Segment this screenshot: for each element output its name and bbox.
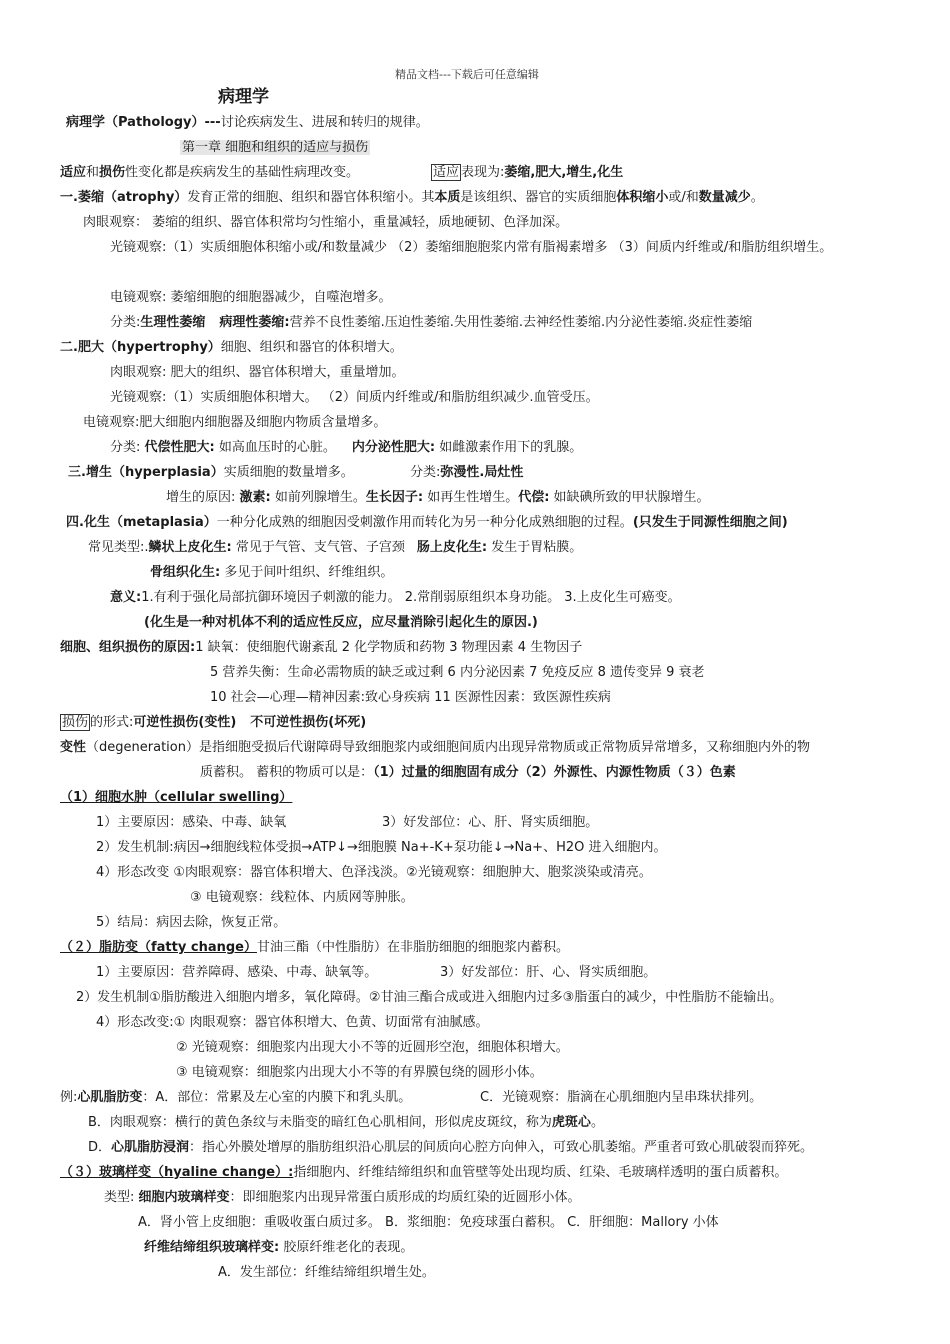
- heading-fatty-change: （２）脂肪变（fatty change）甘油三酯（中性脂肪）在非脂肪细胞的细胞浆内蓄积。: [60, 940, 569, 955]
- hypertrophy-electron-microscopy: 电镜观察:肥大细胞内细胞器及细胞内物质含量增多。: [83, 415, 387, 430]
- metaplasia-bone: 骨组织化生: 多见于间叶组织、纤维组织。: [150, 565, 394, 580]
- degeneration-substances: 质蓄积。 蓄积的物质可以是：（1）过量的细胞固有成分（2）外源性、内源性物质（３）色素: [200, 765, 736, 780]
- hyaline-connective-site: A．发生部位：纤维结缔组织增生处。: [218, 1265, 435, 1280]
- swelling-outcome: 5）结局：病因去除，恢复正常。: [96, 915, 287, 930]
- fatty-light: ② 光镜观察：细胞浆内出现大小不等的近圆形空泡，细胞体积增大。: [176, 1040, 569, 1055]
- heading-cellular-swelling: （1）细胞水肿（cellular swelling）: [60, 790, 293, 805]
- page-header: 精品文档---下载后可任意编辑: [395, 68, 539, 81]
- swelling-morphology: 4）形态改变 ①肉眼观察：器官体积增大、色泽浅淡。②光镜观察：细胞肿大、胞浆淡染或清亮。: [96, 865, 652, 880]
- metaplasia-note: (化生是一种对机体不利的适应性反应，应尽量消除引起化生的原因.): [144, 615, 538, 630]
- hyaline-connective: 纤维结缔组织玻璃样变: 胶原纤维老化的表现。: [144, 1240, 414, 1255]
- section-metaplasia: 四.化生（metaplasia）一种分化成熟的细胞因受刺激作用而转化为另一种分化成熟细胞的过程。(只发生于同源性细胞之间): [66, 515, 788, 530]
- swelling-mechanism: 2）发生机制:病因→细胞线粒体受损→ATP↓→细胞膜 Na+-K+泵功能↓→Na+、H2O 进入细胞内。: [96, 840, 667, 855]
- chapter-heading: 第一章 细胞和组织的适应与损伤: [182, 140, 369, 155]
- section-hypertrophy: 二.肥大（hypertrophy）细胞、组织和器官的体积增大。: [60, 340, 403, 355]
- myocardial-infiltration-line: D．心肌脂肪浸润：指心外膜处增厚的脂肪组织沿心肌层的间质向心腔方向伸入，可致心肌萎缩。严重者可致心肌破裂而猝死。: [88, 1140, 814, 1155]
- adaptation-types: 适应 表现为:萎缩,肥大,增生,化生: [433, 165, 624, 180]
- tiger-heart-line: B．肉眼观察：横行的黄色条纹与未脂变的暗红色心肌相间，形似虎皮斑纹，称为虎斑心。: [88, 1115, 604, 1130]
- hyperplasia-causes: 增生的原因: 激素: 如前列腺增生。生长因子: 如再生性增生。代偿: 如缺碘所致的甲状腺增生。: [166, 490, 710, 505]
- fatty-sites: 3）好发部位：肝、心、肾实质细胞。: [440, 965, 657, 980]
- atrophy-electron-microscopy: 电镜观察: 萎缩细胞的细胞器减少，自噬泡增多。: [110, 290, 392, 305]
- injury-causes-3: 10 社会—心理—精神因素:致心身疾病 11 医源性因素：致医源性疾病: [210, 690, 611, 705]
- fatty-electron: ③ 电镜观察：细胞浆内出现大小不等的有界膜包绕的圆形小体。: [176, 1065, 543, 1080]
- example-myocardial-light: C．光镜观察：脂滴在心肌细胞内呈串珠状排列。: [480, 1090, 763, 1105]
- injury-causes-2: 5 营养失衡：生命必需物质的缺乏或过剩 6 内分泌因素 7 免疫反应 8 遗传变异 9 衰老: [210, 665, 705, 680]
- hypertrophy-classification: 分类: 代偿性肥大: 如高血压时的心脏。 内分泌性肥大: 如雌激素作用下的乳腺。: [110, 440, 583, 455]
- fatty-mechanism: 2）发生机制①脂肪酸进入细胞内增多，氧化障碍。②甘油三酯合成或进入细胞内过多③脂蛋白的减少，中性脂肪不能输出。: [76, 990, 783, 1005]
- swelling-causes: 1）主要原因：感染、中毒、缺氧: [96, 815, 287, 830]
- section-atrophy: 一.萎缩（atrophy）发育正常的细胞、组织和器官体积缩小。其本质是该组织、器官的实质细胞体积缩小或/和数量减少。: [60, 190, 764, 205]
- injury-forms: 损伤 的形式:可逆性损伤(变性) 不可逆性损伤(坏死): [62, 715, 367, 730]
- atrophy-light-microscopy: 光镜观察:（1）实质细胞体积缩小或/和数量减少 （2）萎缩细胞胞浆内常有脂褐素增多 （3）间质内纤维或/和脂肪组织增生。: [110, 240, 833, 255]
- example-myocardial-fat: 例:心肌脂肪变：A．部位：常累及左心室的内膜下和乳头肌。: [60, 1090, 412, 1105]
- fatty-causes: 1）主要原因：营养障碍、感染、中毒、缺氧等。: [96, 965, 378, 980]
- metaplasia-significance: 意义:1.有利于强化局部抗御环境因子刺激的能力。 2.常削弱原组织本身功能。 3.上皮化生可癌变。: [110, 590, 681, 605]
- hyaline-types: 类型: 细胞内玻璃样变：即细胞浆内出现异常蛋白质形成的均质红染的近圆形小体。: [104, 1190, 581, 1205]
- hyaline-cell-examples: A．肾小管上皮细胞：重吸收蛋白质过多。 B．浆细胞：免疫球蛋白蓄积。 C．肝细胞：Mallory 小体: [138, 1215, 719, 1230]
- fatty-morphology: 4）形态改变:① 肉眼观察：器官体积增大、色黄、切面常有油腻感。: [96, 1015, 489, 1030]
- hypertrophy-gross: 肉眼观察: 肥大的组织、器官体积增大，重量增加。: [110, 365, 405, 380]
- atrophy-classification: 分类:生理性萎缩 病理性萎缩:营养不良性萎缩.压迫性萎缩.失用性萎缩.去神经性萎缩.内分泌性萎缩.炎症性萎缩: [110, 315, 753, 330]
- definition-line: 病理学（Pathology）---讨论疾病发生、进展和转归的规律。: [66, 115, 429, 130]
- hyperplasia-classification: 分类:弥漫性.局灶性: [410, 465, 524, 480]
- section-hyperplasia: 三.增生（hyperplasia）实质细胞的数量增多。: [68, 465, 354, 480]
- injury-causes: 细胞、组织损伤的原因:1 缺氧：使细胞代谢紊乱 2 化学物质和药物 3 物理因素 4 生物因子: [60, 640, 583, 655]
- metaplasia-types: 常见类型:.鳞状上皮化生: 常见于气管、支气管、子宫颈 肠上皮化生: 发生于胃粘膜。: [88, 540, 583, 555]
- document-title: 病理学: [218, 87, 269, 107]
- heading-hyaline-change: （３）玻璃样变（hyaline change）:指细胞内、纤维结缔组织和血管壁等处出现均质、红染、毛玻璃样透明的蛋白质蓄积。: [60, 1165, 788, 1180]
- hypertrophy-light-microscopy: 光镜观察:（1）实质细胞体积增大。 （2）间质内纤维或/和脂肪组织减少.血管受压。: [110, 390, 599, 405]
- swelling-sites: 3）好发部位：心、肝、肾实质细胞。: [382, 815, 599, 830]
- degeneration-definition: 变性（degeneration）是指细胞受损后代谢障碍导致细胞浆内或细胞间质内出现异常物质或正常物质异常增多，又称细胞内外的物: [60, 740, 810, 755]
- swelling-electron: ③ 电镜观察：线粒体、内质网等肿胀。: [190, 890, 414, 905]
- adaptation-line: 适应和损伤性变化都是疾病发生的基础性病理改变。: [60, 165, 360, 180]
- atrophy-gross: 肉眼观察： 萎缩的组织、器官体积常均匀性缩小，重量减轻，质地硬韧、色泽加深。: [83, 215, 569, 230]
